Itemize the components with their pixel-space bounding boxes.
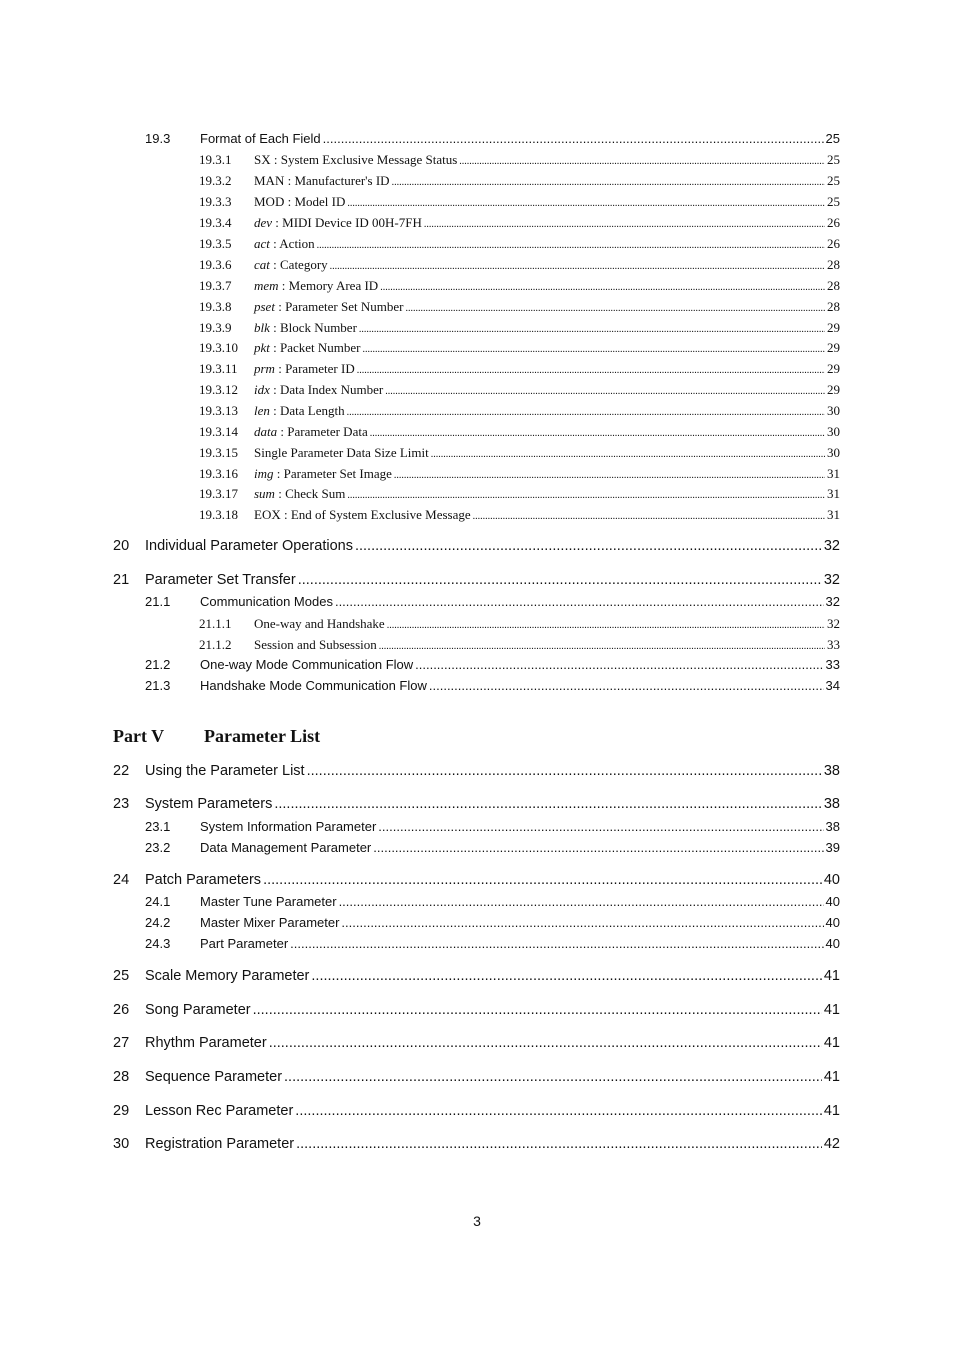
toc-entry-page: 31	[827, 507, 840, 522]
toc-entry-title	[145, 1103, 293, 1119]
toc-entry[interactable]	[0, 819, 954, 834]
toc-entry-number: 20	[113, 538, 130, 554]
toc-entry[interactable]	[0, 538, 954, 554]
toc-entry-number: 19.3.2	[199, 173, 232, 188]
toc-entry[interactable]	[0, 1103, 954, 1119]
part-label: Part V	[113, 726, 165, 746]
toc-entry-number: 24	[113, 872, 130, 888]
toc-entry-title	[254, 152, 457, 168]
toc-entry-page: 28	[827, 299, 840, 314]
toc-entry-page: 31	[827, 486, 840, 501]
toc-entry[interactable]	[0, 507, 954, 523]
toc-entry-number: 19.3.3	[199, 194, 232, 209]
toc-entry-page: 41	[823, 1002, 840, 1018]
toc-entry-page: 25	[827, 194, 840, 209]
toc-entry-title-text: Format of Each Field	[200, 131, 321, 146]
toc-entry-title	[254, 278, 378, 294]
toc-entry-page: 32	[825, 594, 840, 609]
toc-entry-title-text: System Parameters	[145, 796, 273, 812]
toc-entry[interactable]	[0, 194, 954, 210]
toc-leader-dots	[385, 382, 825, 398]
toc-entry-page: 41	[823, 1035, 840, 1051]
toc-entry-title	[254, 445, 429, 461]
toc-entry-page: 33	[827, 637, 840, 652]
toc-entry-page: 28	[827, 257, 840, 272]
toc-entry-number: 19.3.13	[199, 403, 238, 418]
toc-entry-title-text: Lesson Rec Parameter	[145, 1103, 294, 1119]
toc-entry-title-text: Patch Parameters	[145, 872, 262, 888]
toc-entry-number: 19.3.1	[199, 152, 232, 167]
toc-entry-title-text: Song Parameter	[145, 1002, 251, 1018]
toc-entry[interactable]	[0, 361, 954, 377]
toc-entry-title-italic: pset	[254, 299, 275, 314]
toc-entry-title-text: Session and Subsession	[254, 637, 377, 652]
toc-entry-page: 40	[823, 872, 840, 888]
toc-entry-title	[145, 968, 309, 984]
toc-entry-title	[254, 403, 345, 419]
toc-leader-dots	[380, 278, 825, 294]
toc-leader-dots	[339, 894, 824, 909]
toc-entry-title	[254, 320, 357, 336]
toc-entry-title-text: : Check Sum	[274, 486, 346, 501]
toc-entry[interactable]	[0, 152, 954, 168]
toc-entry-page: 28	[827, 278, 840, 293]
toc-entry[interactable]	[0, 936, 954, 951]
toc-entry-number: 21.1.1	[199, 616, 232, 631]
toc-entry-title	[145, 872, 261, 888]
toc-entry-title	[254, 486, 345, 502]
toc-entry-title-italic: mem	[254, 278, 279, 293]
toc-leader-dots	[311, 968, 821, 984]
toc-leader-dots	[378, 819, 823, 834]
toc-entry[interactable]	[0, 1035, 954, 1051]
toc-entry-number: 21.1	[145, 594, 171, 609]
toc-entry-title-text: MAN : Manufacturer's ID	[254, 173, 390, 188]
toc-entry[interactable]	[0, 872, 954, 888]
toc-entry[interactable]	[0, 637, 954, 653]
toc-entry-page: 39	[825, 840, 840, 855]
toc-entry-title	[254, 361, 355, 377]
toc-leader-dots	[415, 657, 823, 672]
toc-entry-number: 23.2	[145, 840, 171, 855]
toc-entry-title-text: : Category	[269, 257, 328, 272]
toc-leader-dots	[357, 361, 825, 377]
toc-entry-title	[145, 1035, 267, 1051]
toc-leader-dots	[307, 763, 822, 779]
toc-entry-number: 23.1	[145, 819, 171, 834]
toc-entry-number: 19.3	[145, 131, 171, 146]
toc-entry-title	[200, 678, 427, 693]
toc-entry-number: 21.3	[145, 678, 171, 693]
toc-leader-dots	[473, 507, 825, 523]
toc-entry-title-italic: pkt	[254, 340, 270, 355]
toc-leader-dots	[370, 424, 825, 440]
toc-leader-dots	[431, 445, 825, 461]
toc-entry[interactable]	[0, 131, 954, 146]
toc-entry-page: 29	[827, 361, 840, 376]
toc-entry-number: 30	[113, 1136, 130, 1152]
toc-leader-dots	[347, 486, 825, 502]
toc-entry-title	[200, 915, 339, 930]
toc-entry-title-italic: len	[254, 403, 270, 418]
toc-entry[interactable]	[0, 1069, 954, 1085]
toc-entry-title	[200, 131, 321, 146]
toc-entry-title	[254, 466, 392, 482]
toc-entry-title	[145, 572, 296, 588]
toc-entry-title-text: SX : System Exclusive Message Status	[254, 152, 458, 167]
toc-entry[interactable]	[0, 1002, 954, 1018]
toc-entry-title-italic: blk	[254, 320, 270, 335]
toc-entry[interactable]	[0, 763, 954, 779]
toc-entry-number: 25	[113, 968, 130, 984]
toc-entry-title-text: Communication Modes	[200, 594, 333, 609]
toc-entry-number: 24.3	[145, 936, 171, 951]
toc-entry[interactable]	[0, 572, 954, 588]
toc-entry-title-text: : Parameter Data	[277, 424, 368, 439]
toc-entry-title-text: : MIDI Device ID 00H-7FH	[272, 215, 422, 230]
toc-entry-number: 19.3.11	[199, 361, 238, 376]
toc-entry-title-text: Single Parameter Data Size Limit	[254, 445, 429, 460]
toc-entry-number: 19.3.9	[199, 320, 232, 335]
toc-entry-title-italic: dev	[254, 215, 273, 230]
toc-entry-number: 19.3.18	[199, 507, 238, 522]
toc-entry-number: 21.2	[145, 657, 171, 672]
toc-entry-page: 41	[823, 1103, 840, 1119]
toc-entry-page: 41	[823, 968, 840, 984]
toc-entry-title	[200, 594, 333, 609]
toc-entry-title-italic: act	[254, 236, 270, 251]
toc-entry-title	[254, 424, 368, 440]
toc-entry-title	[254, 616, 385, 632]
toc-leader-dots	[323, 131, 824, 146]
toc-entry-page: 25	[825, 131, 840, 146]
toc-entry-page: 40	[825, 915, 840, 930]
toc-leader-dots	[298, 572, 822, 588]
toc-leader-dots	[330, 257, 825, 273]
toc-entry-number: 19.3.14	[199, 424, 238, 439]
part-title: Parameter List	[204, 726, 321, 746]
toc-entry-number: 22	[113, 763, 130, 779]
toc-entry[interactable]	[0, 299, 954, 315]
toc-entry-page: 32	[823, 572, 840, 588]
toc-entry[interactable]	[0, 486, 954, 502]
toc-entry-page: 26	[827, 236, 840, 251]
toc-entry-number: 19.3.17	[199, 486, 238, 501]
toc-entry-number: 27	[113, 1035, 130, 1051]
toc-entry[interactable]	[0, 236, 954, 252]
toc-entry-page: 38	[823, 763, 840, 779]
toc-entry-page: 30	[827, 424, 840, 439]
toc-entry[interactable]	[0, 968, 954, 984]
toc-entry-title	[145, 796, 272, 812]
toc-entry-title	[254, 637, 377, 653]
toc-entry[interactable]	[0, 915, 954, 930]
toc-entry-number: 21	[113, 572, 130, 588]
toc-entry-title-italic: cat	[254, 257, 270, 272]
toc-entry-title	[254, 507, 471, 523]
toc-entry-title	[254, 194, 345, 210]
toc-entry-page: 40	[825, 894, 840, 909]
toc-entry[interactable]	[0, 1136, 954, 1152]
toc-entry[interactable]	[0, 894, 954, 909]
toc-entry-title-text: : Memory Area ID	[278, 278, 379, 293]
toc-entry-title-text: Individual Parameter Operations	[145, 538, 353, 554]
toc-leader-dots	[296, 1136, 822, 1152]
toc-entry-number: 19.3.7	[199, 278, 232, 293]
toc-entry-title	[254, 257, 328, 273]
toc-entry-title-text: Registration Parameter	[145, 1136, 295, 1152]
toc-entry-title	[200, 840, 371, 855]
toc-entry-page: 29	[827, 382, 840, 397]
toc-leader-dots	[424, 215, 825, 231]
toc-entry-title-text: Handshake Mode Communication Flow	[200, 678, 427, 693]
toc-entry-number: 19.3.12	[199, 382, 238, 397]
toc-entry-title-text: Data Management Parameter	[200, 840, 372, 855]
toc-leader-dots	[263, 872, 822, 888]
toc-entry-title	[145, 763, 305, 779]
toc-entry-title	[145, 1002, 251, 1018]
toc-leader-dots	[392, 173, 825, 189]
toc-leader-dots	[274, 796, 822, 812]
toc-entry[interactable]	[0, 445, 954, 461]
toc-entry-number: 19.3.10	[199, 340, 238, 355]
toc-leader-dots	[355, 538, 822, 554]
toc-entry-page: 41	[823, 1069, 840, 1085]
toc-entry-title	[200, 819, 376, 834]
toc-entry-page: 30	[827, 403, 840, 418]
toc-leader-dots	[317, 236, 825, 252]
toc-leader-dots	[373, 840, 823, 855]
toc-entry[interactable]	[0, 616, 954, 632]
toc-entry-page: 25	[827, 152, 840, 167]
toc-entry[interactable]	[0, 173, 954, 189]
toc-entry-page: 40	[825, 936, 840, 951]
toc-entry-page: 38	[825, 819, 840, 834]
toc-entry[interactable]	[0, 678, 954, 693]
page-number: 3	[473, 1213, 481, 1229]
toc-entry-title	[254, 236, 315, 252]
toc-leader-dots	[359, 320, 825, 336]
toc-leader-dots	[290, 936, 823, 951]
toc-entry-title-text: : Parameter Set Image	[273, 466, 392, 481]
toc-entry[interactable]	[0, 796, 954, 812]
toc-entry-title-text: System Information Parameter	[200, 819, 377, 834]
toc-entry-page: 29	[827, 340, 840, 355]
toc-entry-page: 25	[827, 173, 840, 188]
toc-entry-title	[200, 936, 288, 951]
toc-entry-title-text: Sequence Parameter	[145, 1069, 283, 1085]
toc-entry-title-text: : Block Number	[269, 320, 357, 335]
toc-entry-title	[200, 657, 413, 672]
toc-entry-title-text: EOX : End of System Exclusive Message	[254, 507, 471, 522]
toc-entry-title-text: One-way and Handshake	[254, 616, 385, 631]
toc-entry-title-text: Rhythm Parameter	[145, 1035, 267, 1051]
toc-entry-number: 19.3.16	[199, 466, 238, 481]
toc-entry-number: 28	[113, 1069, 130, 1085]
toc-entry-number: 19.3.5	[199, 236, 232, 251]
toc-entry-title	[254, 173, 390, 189]
toc-entry-title-italic: img	[254, 466, 274, 481]
toc-leader-dots	[394, 466, 825, 482]
toc-leader-dots	[387, 616, 825, 632]
toc-entry-title	[145, 1069, 282, 1085]
toc-entry-title-text: Master Mixer Parameter	[200, 915, 340, 930]
toc-entry-title-text: MOD : Model ID	[254, 194, 346, 209]
toc-entry-number: 29	[113, 1103, 130, 1119]
toc-entry-title-text: Parameter Set Transfer	[145, 572, 296, 588]
toc-entry-number: 26	[113, 1002, 130, 1018]
toc-entry[interactable]	[0, 340, 954, 356]
toc-entry[interactable]	[0, 657, 954, 672]
toc-entry[interactable]	[0, 382, 954, 398]
toc-leader-dots	[347, 194, 825, 210]
toc-entry-page: 38	[823, 796, 840, 812]
toc-entry[interactable]	[0, 466, 954, 482]
toc-entry-number: 19.3.15	[199, 445, 238, 460]
toc-entry-title	[254, 299, 403, 315]
toc-leader-dots	[284, 1069, 822, 1085]
toc-leader-dots	[405, 299, 825, 315]
toc-entry[interactable]	[0, 424, 954, 440]
toc-entry-title-text: : Action	[269, 236, 315, 251]
toc-entry-title-text: Scale Memory Parameter	[145, 968, 310, 984]
toc-entry-title-text: : Parameter ID	[274, 361, 355, 376]
toc-entry-title-text: : Packet Number	[269, 340, 361, 355]
toc-entry-title-text: : Data Index Number	[269, 382, 384, 397]
toc-entry-title	[145, 538, 353, 554]
toc-entry[interactable]	[0, 403, 954, 419]
toc-entry-number: 23	[113, 796, 130, 812]
toc-entry-title-italic: sum	[254, 486, 275, 501]
toc-leader-dots	[335, 594, 824, 609]
toc-entry-title	[254, 382, 383, 398]
toc-entry[interactable]	[0, 257, 954, 273]
toc-entry-title-text: One-way Mode Communication Flow	[200, 657, 414, 672]
toc-entry-title-text: Using the Parameter List	[145, 763, 305, 779]
toc-entry-page: 33	[825, 657, 840, 672]
toc-entry-page: 29	[827, 320, 840, 335]
toc-entry-page: 42	[823, 1136, 840, 1152]
toc-entry-title-text: : Data Length	[269, 403, 345, 418]
toc-entry-title-text: Part Parameter	[200, 936, 289, 951]
toc-leader-dots	[363, 340, 825, 356]
toc-leader-dots	[269, 1035, 822, 1051]
toc-leader-dots	[347, 403, 825, 419]
toc-entry-number: 19.3.6	[199, 257, 232, 272]
toc-entry[interactable]	[0, 215, 954, 231]
toc-entry[interactable]	[0, 278, 954, 294]
toc-entry-number: 19.3.8	[199, 299, 232, 314]
part-heading	[113, 726, 320, 747]
toc-leader-dots	[429, 678, 824, 693]
toc-entry-title-italic: data	[254, 424, 278, 439]
toc-leader-dots	[459, 152, 825, 168]
toc-entry-page: 32	[823, 538, 840, 554]
toc-entry-page: 34	[825, 678, 840, 693]
toc-entry-number: 19.3.4	[199, 215, 232, 230]
toc-entry-title	[200, 894, 337, 909]
toc-entry-title-text: : Parameter Set Number	[274, 299, 404, 314]
toc-entry-page: 26	[827, 215, 840, 230]
toc-entry[interactable]	[0, 320, 954, 336]
toc-entry[interactable]	[0, 594, 954, 609]
toc-leader-dots	[295, 1103, 822, 1119]
toc-entry-number: 21.1.2	[199, 637, 232, 652]
toc-entry[interactable]	[0, 840, 954, 855]
toc-leader-dots	[341, 915, 823, 930]
toc-entry-title	[254, 340, 361, 356]
toc-leader-dots	[379, 637, 825, 653]
toc-entry-page: 30	[827, 445, 840, 460]
toc-entry-page: 31	[827, 466, 840, 481]
toc-leader-dots	[253, 1002, 822, 1018]
toc-entry-title-text: Master Tune Parameter	[200, 894, 337, 909]
toc-entry-number: 24.2	[145, 915, 171, 930]
toc-entry-title-italic: prm	[254, 361, 275, 376]
toc-entry-title	[145, 1136, 294, 1152]
toc-entry-title	[254, 215, 422, 231]
toc-entry-page: 32	[827, 616, 840, 631]
toc-entry-title-italic: idx	[254, 382, 270, 397]
toc-entry-number: 24.1	[145, 894, 171, 909]
